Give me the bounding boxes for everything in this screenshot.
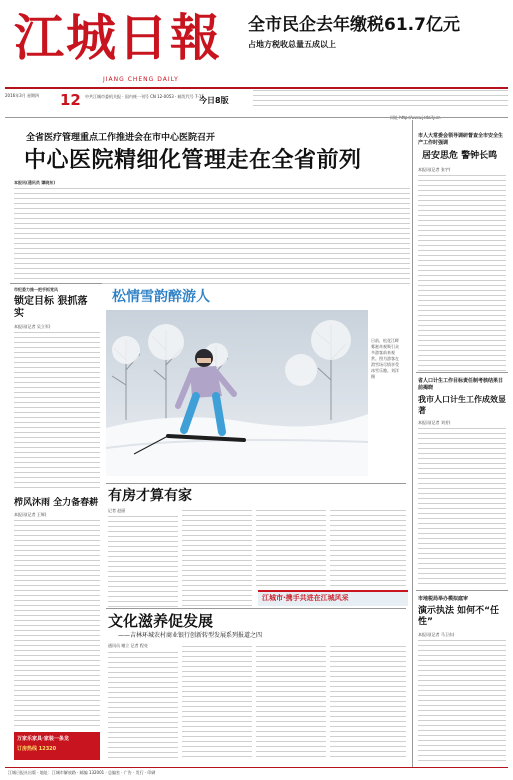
photo-caption bbox=[371, 338, 401, 380]
right-headline-3: 演示执法 如何不“任性” bbox=[418, 606, 500, 627]
right-col-divider bbox=[412, 120, 413, 768]
mid-rule bbox=[106, 483, 406, 484]
lead-headline: 中心医院精细化管理走在全省前列 bbox=[24, 148, 362, 173]
ad-line-1: 万家乐家具·家装一条龙 bbox=[17, 736, 69, 742]
mid-headline: 有房才算有家 bbox=[108, 488, 192, 504]
right-kicker-1: 市人大常委会领导调研督查全市安全生产工作时强调 bbox=[418, 133, 504, 146]
right-byline-2: 本报讯(记者 刘芳) bbox=[418, 420, 451, 425]
top-story-subhead: 占地方税收总量五成以上 bbox=[248, 40, 336, 49]
left-body bbox=[14, 332, 100, 492]
masthead-logo: 江城日報 bbox=[14, 8, 222, 67]
right-headline-1: 居安思危 警钟长鸣 bbox=[422, 151, 498, 161]
top-story-body bbox=[253, 90, 508, 110]
left-story2-headline: 栉风沐雨 全力备春耕 bbox=[14, 498, 99, 508]
ad-line-2: 订房热线 12320 bbox=[17, 746, 57, 752]
mid-body-col2 bbox=[182, 510, 252, 610]
skier-photo bbox=[106, 310, 368, 476]
top-story-headline: 全市民企去年缴税61.7亿元 bbox=[248, 15, 460, 35]
culture-rule bbox=[106, 608, 406, 609]
left-kicker: 市纪委力推一把手抓党风 bbox=[14, 287, 58, 292]
masthead-rule bbox=[5, 87, 508, 89]
footer-rule bbox=[5, 767, 508, 768]
culture-byline: 通讯员 谢立 记者 程亮 bbox=[108, 643, 148, 648]
photo-caption-text: 日前，松花江畔雾凇奇观吸引众多游客前来观赏。图为游客在滑雪场尽情享受冰雪乐趣。刘洋 摄 bbox=[371, 338, 399, 379]
lead-kicker: 全省医疗管理重点工作推进会在市中心医院召开 bbox=[26, 133, 216, 143]
issue-day-number: 12 bbox=[60, 91, 81, 109]
left-headline: 锁定目标 狠抓落实 bbox=[14, 296, 88, 319]
left-col-rule bbox=[10, 283, 102, 284]
culture-body-col1 bbox=[108, 652, 178, 762]
pages-count: 今日8版 bbox=[199, 96, 229, 105]
culture-body-col2 bbox=[182, 646, 252, 761]
right-body-1 bbox=[418, 175, 506, 375]
photo-headline: 松情雪韵醉游人 bbox=[112, 289, 210, 305]
mid-byline: 记者 赵丽 bbox=[108, 508, 126, 513]
right-body-2 bbox=[418, 428, 506, 588]
masthead-bottom-rule bbox=[5, 117, 508, 118]
right-byline-1: 本报讯(记者 张宇) bbox=[418, 167, 451, 172]
lead-body bbox=[14, 188, 410, 288]
top-story bbox=[248, 14, 508, 50]
right-kicker-2: 省人口计生工作目标责任制考核结果日前揭晓 bbox=[418, 378, 504, 391]
mid-body-col3 bbox=[256, 510, 326, 590]
issue-strip bbox=[5, 90, 508, 112]
lead-byline: 本报讯(通讯员 谭晓东) bbox=[14, 180, 56, 185]
culture-headline: 文化滋养促发展 bbox=[108, 612, 214, 630]
culture-subhead: ——吉林环城农村商业银行创新转型发展系列报道之四 bbox=[118, 632, 263, 639]
culture-body-col4 bbox=[330, 646, 406, 761]
mid-banner bbox=[258, 590, 408, 606]
left-ad-box[interactable] bbox=[14, 732, 100, 760]
left-story2-body bbox=[14, 520, 100, 730]
issue-meta: 中共江城市委机关报 · 国内统一刊号 CN 12-0053 · 邮发代号 7-15 bbox=[85, 94, 205, 99]
footer-text: 江城日报社出版 · 地址：江城市解放路 · 邮编 132001 · 总编室 · 广告 · 发行 · 印刷 bbox=[8, 770, 156, 775]
right-rule-3 bbox=[416, 590, 508, 591]
masthead-pinyin: JIANG CHENG DAILY bbox=[103, 76, 179, 83]
mid-banner-text: 江城市·携手共进在江城风采 bbox=[262, 594, 349, 602]
left-story2-byline: 本报讯(记者 王辉) bbox=[14, 512, 47, 517]
mid-body-col1 bbox=[108, 516, 178, 611]
right-body-3 bbox=[418, 640, 506, 765]
culture-body-col3 bbox=[256, 646, 326, 761]
right-rule-2 bbox=[416, 372, 508, 373]
right-byline-3: 本报讯(记者 马卫东) bbox=[418, 632, 455, 637]
photo-image bbox=[106, 310, 368, 476]
right-kicker-3: 市地税局举办模拟庭审 bbox=[418, 596, 469, 602]
right-headline-2: 我市人口计生工作成效显著 bbox=[418, 395, 506, 415]
mid-body-col4 bbox=[330, 510, 406, 590]
issue-date: 2016年3月 星期四 bbox=[5, 93, 39, 98]
left-byline: 本报讯(记者 吴立军) bbox=[14, 324, 51, 329]
